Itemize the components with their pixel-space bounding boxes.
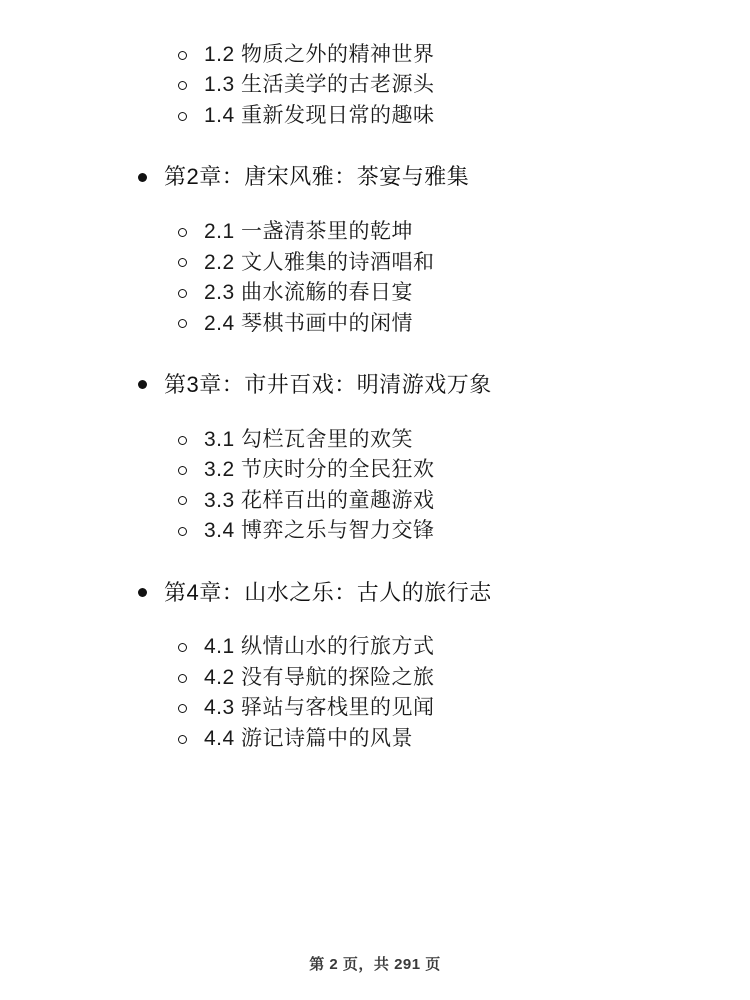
disc-bullet-icon [138,173,147,182]
circle-bullet-icon [178,643,187,652]
list-item[interactable] [174,70,690,100]
toc-chapter-item[interactable] [134,369,690,401]
page-footer: 第 2 页，共 291 页 [309,956,441,973]
toc-entry-label: 1.2 物质之外的精神世界 [204,43,435,66]
list-item[interactable] [174,455,690,485]
circle-bullet-icon [178,735,187,744]
table-of-contents [60,40,690,754]
toc-entry-label: 第3章：市井百戏：明清游戏万象 [164,371,492,397]
toc-entry-label: 4.4 游记诗篇中的风景 [204,726,414,750]
list-item[interactable] [174,486,690,516]
circle-bullet-icon [178,228,187,237]
list-item[interactable] [174,724,690,754]
circle-bullet-icon [178,258,187,267]
list-item[interactable] [174,309,690,339]
list-item[interactable] [174,40,690,70]
toc-chapter-item[interactable] [134,577,690,609]
toc-entry-label: 第2章：唐宋风雅：茶宴与雅集 [164,164,470,190]
circle-bullet-icon [178,51,187,60]
list-item[interactable] [174,632,690,662]
disc-bullet-icon [138,380,147,389]
list-item[interactable] [174,516,690,546]
toc-entry-label: 1.4 重新发现日常的趣味 [204,103,435,127]
toc-entry-label: 4.1 纵情山水的行旅方式 [204,635,435,659]
list-item[interactable] [174,693,690,723]
circle-bullet-icon [178,496,187,505]
toc-entry-label: 3.4 博弈之乐与智力交锋 [204,519,435,543]
toc-entry-label: 2.2 文人雅集的诗酒唱和 [204,250,435,274]
circle-bullet-icon [178,81,187,90]
toc-entry-label: 2.1 一盏清茶里的乾坤 [204,220,414,244]
disc-bullet-icon [138,588,147,597]
toc-entry-label: 2.3 曲水流觞的春日宴 [204,281,414,305]
circle-bullet-icon [178,319,187,328]
toc-entry-label: 第4章：山水之乐：古人的旅行志 [164,579,492,605]
toc-chapter-item[interactable] [134,161,690,193]
circle-bullet-icon [178,289,187,298]
toc-entry-label: 3.2 节庆时分的全民狂欢 [204,458,435,482]
toc-entry-label: 2.4 琴棋书画中的闲情 [204,311,414,335]
toc-entry-label: 3.1 勾栏瓦舍里的欢笑 [204,427,414,451]
circle-bullet-icon [178,112,187,121]
circle-bullet-icon [178,436,187,445]
list-item[interactable] [174,101,690,131]
toc-entry-label: 3.3 花样百出的童趣游戏 [204,488,435,512]
toc-entry-label: 4.2 没有导航的探险之旅 [204,665,435,689]
list-item[interactable] [174,217,690,247]
list-item[interactable] [174,248,690,278]
circle-bullet-icon [178,704,187,713]
circle-bullet-icon [178,466,187,475]
list-item[interactable] [174,278,690,308]
circle-bullet-icon [178,527,187,536]
list-item[interactable] [174,663,690,693]
circle-bullet-icon [178,674,187,683]
toc-entry-label: 1.3 生活美学的古老源头 [204,73,435,97]
toc-entry-label: 4.3 驿站与客栈里的见闻 [204,696,435,720]
list-item[interactable] [174,425,690,455]
